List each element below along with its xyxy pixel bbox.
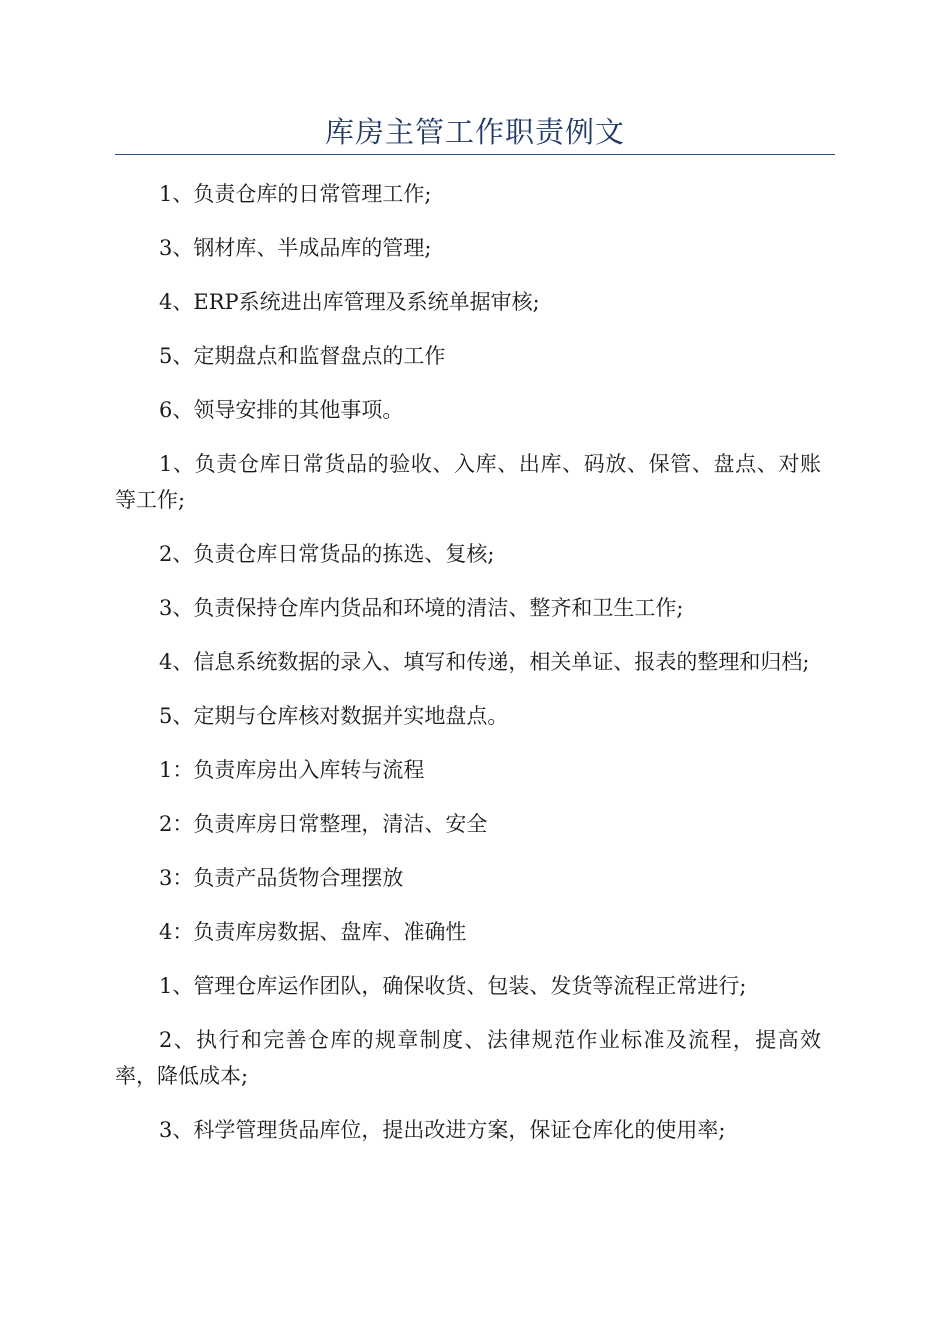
document-title: 库房主管工作职责例文 bbox=[324, 115, 625, 149]
paragraph: 5、定期与仓库核对数据并实地盘点。 bbox=[159, 704, 509, 728]
paragraph: 4：负责库房数据、盘库、准确性 bbox=[159, 920, 467, 944]
paragraph: 3、科学管理货品库位，提出改进方案，保证仓库化的使用率; bbox=[159, 1118, 726, 1142]
paragraph: 1：负责库房出入库转与流程 bbox=[159, 758, 425, 782]
title-underline bbox=[115, 154, 835, 155]
paragraph: 3：负责产品货物合理摆放 bbox=[159, 866, 404, 890]
paragraph: 1、管理仓库运作团队，确保收货、包装、发货等流程正常进行; bbox=[159, 974, 747, 998]
paragraph: 1、负责仓库的日常管理工作; bbox=[159, 182, 432, 206]
paragraph: 2、负责仓库日常货品的拣选、复核; bbox=[159, 542, 495, 566]
paragraph: 5、定期盘点和监督盘点的工作 bbox=[159, 344, 446, 368]
paragraph: 4、信息系统数据的录入、填写和传递，相关单证、报表的整理和归档; bbox=[159, 650, 810, 674]
paragraph: 2：负责库房日常整理，清洁、安全 bbox=[159, 812, 488, 836]
document-body bbox=[115, 176, 821, 1166]
paragraph: 2、执行和完善仓库的规章制度、法律规范作业标准及流程，提高效率，降低成本; bbox=[115, 1028, 821, 1088]
paragraph: 6、领导安排的其他事项。 bbox=[159, 398, 404, 422]
paragraph: 4、ERP系统进出库管理及系统单据审核; bbox=[159, 290, 540, 314]
paragraph: 3、负责保持仓库内货品和环境的清洁、整齐和卫生工作; bbox=[159, 596, 684, 620]
paragraph: 1、负责仓库日常货品的验收、入库、出库、码放、保管、盘点、对账等工作; bbox=[115, 452, 821, 512]
paragraph: 3、钢材库、半成品库的管理; bbox=[159, 236, 432, 260]
